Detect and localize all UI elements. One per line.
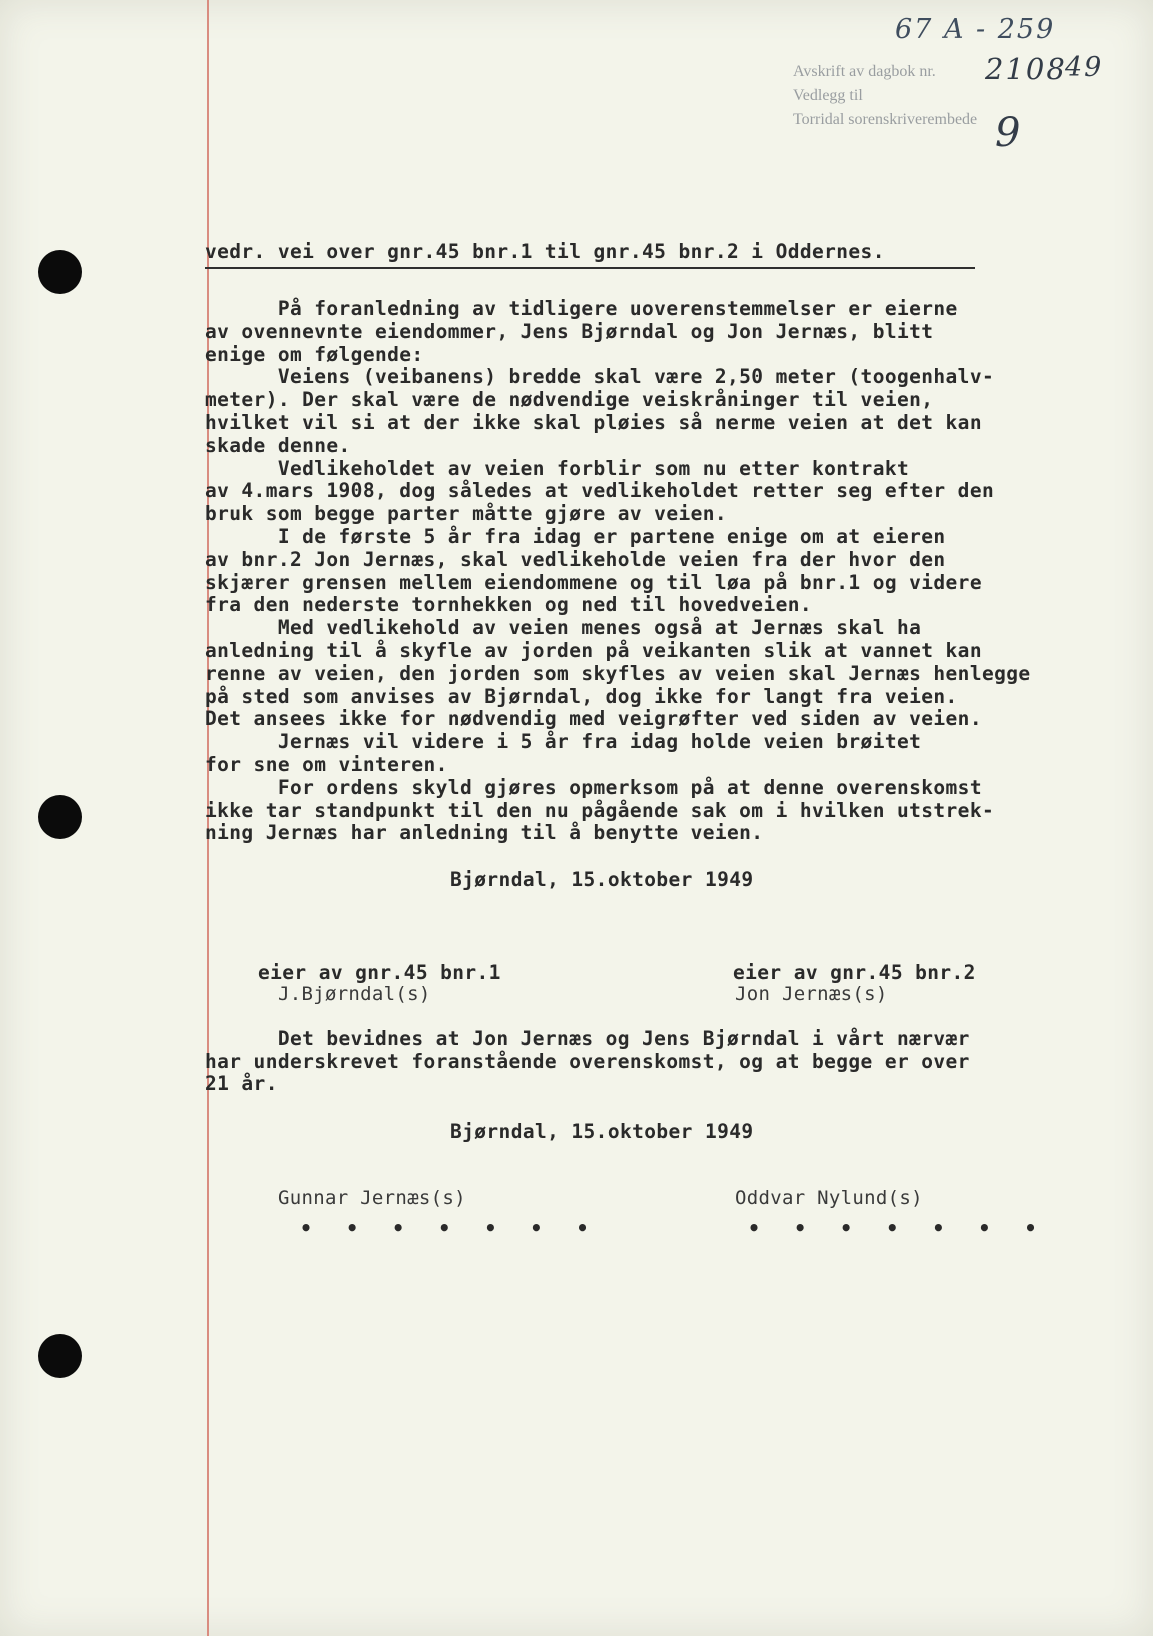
text-line: skade denne. (205, 433, 351, 457)
text-line: Jernæs vil videre i 5 år fra idag holde veien brøitet (205, 730, 922, 754)
stamp-line-3: Torridal sorenskriverembede (793, 111, 978, 128)
text-line: anledning til å skyfle av jorden på veikanten slik at vannet kan (205, 638, 982, 662)
witness-left-signature: Gunnar Jernæs(s) (278, 1187, 466, 1209)
text-line: ning Jernæs har anledning til å benytte veien. (205, 821, 764, 845)
text-line: for sne om vinteren. (205, 752, 448, 776)
place-date-2: Bjørndal, 15.oktober 1949 (450, 1120, 754, 1143)
text-line: av bnr.2 Jon Jernæs, skal vedlikeholde veien fra der hvor den (205, 547, 946, 571)
text-line: har underskrevet foranstående overenskomst, og at begge er over (205, 1049, 970, 1073)
owner-left-signature: J.Bjørndal(s) (278, 983, 431, 1005)
text-line: Med vedlikehold av veien menes også at Jernæs skal ha (205, 616, 922, 640)
owner-left-role: eier av gnr.45 bnr.1 (258, 961, 501, 984)
document-title: vedr. vei over gnr.45 bnr.1 til gnr.45 bnr.2 i Oddernes. (205, 240, 885, 263)
text-line: Det ansees ikke for nødvendig med veigrøfter ved siden av veien. (205, 707, 982, 731)
text-line: fra den nederste tornhekken og ned til hovedveien. (205, 593, 812, 617)
text-line: For ordens skyld gjøres opmerksom på at denne overenskomst (205, 775, 982, 799)
journal-number: 2108 (985, 52, 1067, 86)
text-line: Veiens (veibanens) bredde skal være 2,50 meter (toogenhalv- (205, 365, 995, 389)
witness-left-dots: • • • • • • • (300, 1216, 600, 1240)
witness-right-signature: Oddvar Nylund(s) (735, 1187, 923, 1209)
text-line: bruk som begge parter måtte gjøre av veien. (205, 502, 728, 526)
text-line: hvilket vil si at der ikke skal pløies så nerme veien at det kan (205, 410, 982, 434)
punch-hole-bottom (38, 1334, 82, 1378)
witness-right-dots: • • • • • • • (748, 1216, 1048, 1240)
stamp-line-1: Avskrift av dagbok nr. (793, 63, 936, 80)
text-line: ikke tar standpunkt til den nu pågående sak om i hvilken utstrek- (205, 798, 995, 822)
witness-statement (205, 1028, 970, 1096)
owner-right-role: eier av gnr.45 bnr.2 (733, 961, 976, 984)
text-line: I de første 5 år fra idag er partene enige om at eieren (205, 524, 946, 548)
text-line: 21 år. (205, 1072, 278, 1095)
text-line: av 4.mars 1908, dog således at vedlikeholdet retter seg efter den (205, 479, 995, 503)
text-line: renne av veien, den jorden som skyfles av veien skal Jernæs henlegge (205, 661, 1031, 685)
text-line: meter). Der skal være de nødvendige veiskråninger til veien, (205, 388, 934, 412)
text-line: Vedlikeholdet av veien forblir som nu etter kontrakt (205, 456, 910, 480)
text-line: på sted som anvises av Bjørndal, dog ikke for langt fra veien. (205, 684, 958, 708)
text-line: På foranledning av tidligere uoverenstemmelser er eierne (205, 297, 958, 320)
text-line: enige om følgende: (205, 342, 424, 366)
punch-hole-middle (38, 795, 82, 839)
agreement-body (205, 298, 1031, 845)
text-line: Det bevidnes at Jon Jernæs og Jens Bjørndal i vårt nærvær (205, 1027, 970, 1050)
owner-right-signature: Jon Jernæs(s) (735, 983, 888, 1005)
folio-mark: 9 (995, 110, 1023, 156)
journal-year: 49 (1065, 52, 1104, 83)
title-underline (205, 267, 975, 269)
punch-hole-top (38, 250, 82, 294)
stamp-line-2: Vedlegg til (793, 87, 863, 104)
text-line: skjærer grensen mellem eiendommene og til løa på bnr.1 og videre (205, 570, 982, 594)
place-date-1: Bjørndal, 15.oktober 1949 (450, 868, 754, 891)
office-stamp (793, 60, 977, 132)
archive-reference: 67 A - 259 (895, 14, 1056, 45)
text-line: av ovennevnte eiendommer, Jens Bjørndal og Jon Jernæs, blitt (205, 319, 934, 343)
